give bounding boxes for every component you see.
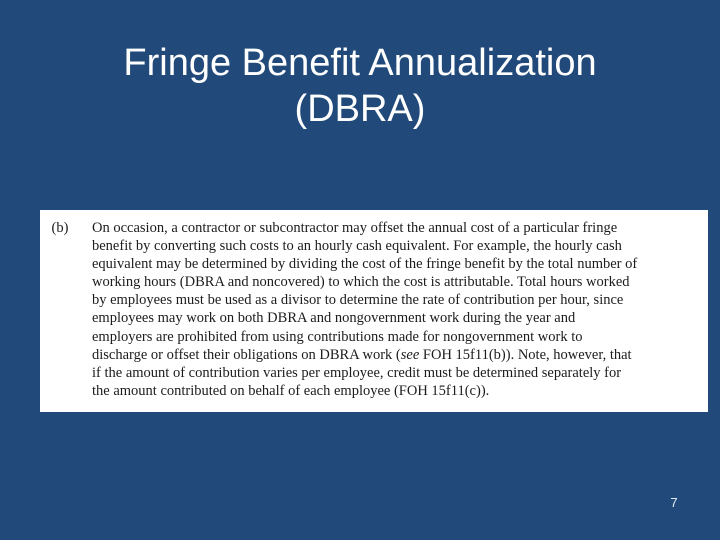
text-segment: discharge or offset their obligations on DBRA work ( [92,346,401,363]
text-line: if the amount of contribution varies per employee, credit must be determined separately for [92,364,622,381]
text-segment: FOH 15f11(b)). Note, however, that [419,346,632,363]
text-line: On occasion, a contractor or subcontractor may offset the annual cost of a particular fringe [92,220,618,236]
paragraph-label: (b) [51,220,69,236]
text-line: employees may work on both DBRA and nongovernment work during the year and [92,310,576,327]
text-line: by employees must be used as a divisor to determine the rate of contribution per hour, since [92,292,624,309]
text-line-with-citation [92,346,712,364]
regulation-excerpt [40,210,708,412]
text-line: benefit by converting such costs to an hourly cash equivalent. For example, the hourly cash [92,238,622,255]
text-line: the amount contributed on behalf of each employee (FOH 15f11(c)). [92,382,490,399]
paragraph-text [92,219,712,400]
page-number: 7 [670,495,678,510]
text-line: equivalent may be determined by dividing the cost of the fringe benefit by the total number of [92,256,638,273]
italic-see: see [400,346,420,363]
slide-title-line-2: (DBRA) [294,88,426,130]
text-line: employers are prohibited from using contributions made for nongovernment work to [92,328,583,345]
text-line: working hours (DBRA and noncovered) to which the cost is attributable. Total hours worked [92,274,630,291]
slide-title [0,40,720,132]
slide-title-line-1: Fringe Benefit Annualization [123,42,597,84]
